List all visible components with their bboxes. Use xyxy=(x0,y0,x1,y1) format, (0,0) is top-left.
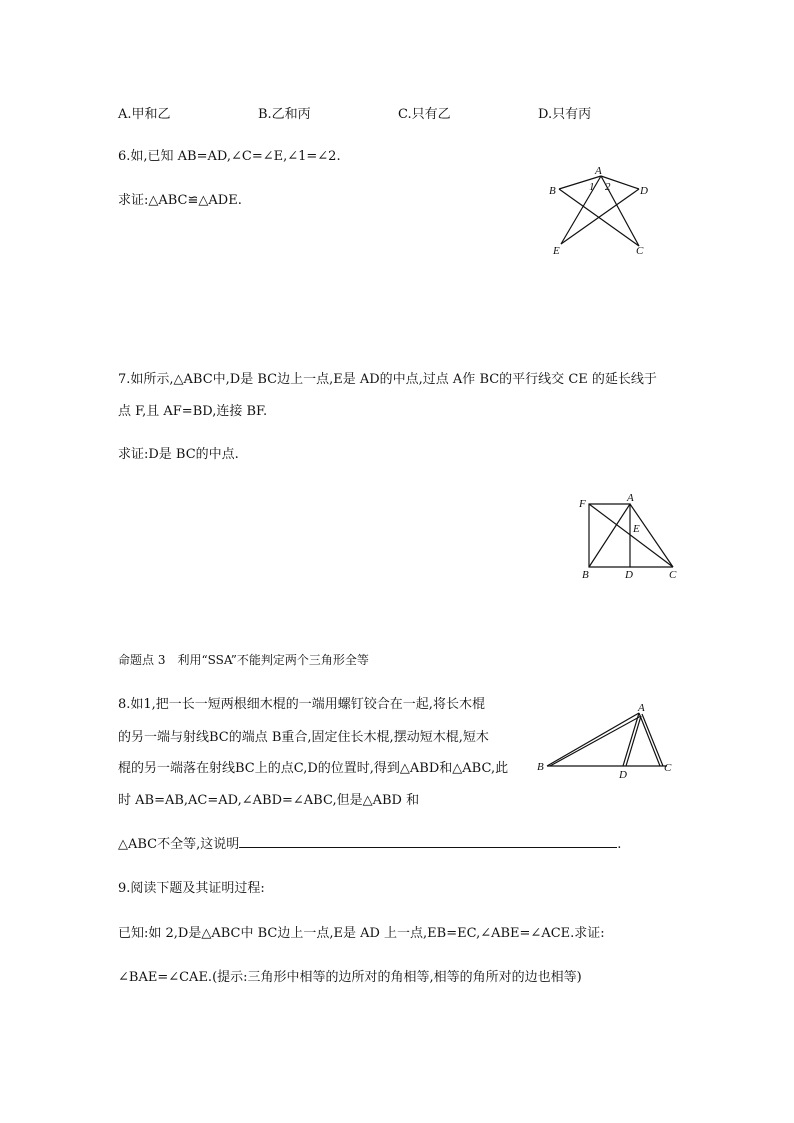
q7-stem-line1: 7.如所示,△ABC中,D是 BC边上一点,E是 AD的中点,过点 A作 BC的平行线交 CE 的延长线于 xyxy=(118,372,657,387)
fig8-label-D: D xyxy=(619,769,627,780)
q9-line2: ∠BAE=∠CAE.(提示:三角形中相等的边所对的角相等,相等的角所对的边也相等) xyxy=(118,970,582,985)
fig8-label-A: A xyxy=(638,702,645,714)
section-heading-3: 命题点 3 利用“SSA”不能判定两个三角形全等 xyxy=(118,653,369,667)
figure-q8 xyxy=(535,700,680,780)
fig8-label-C: C xyxy=(664,762,672,774)
fig7-label-A: A xyxy=(627,492,634,504)
fig6-line-DE xyxy=(561,189,639,244)
option-b: B.乙和丙 xyxy=(258,107,311,122)
fig6-label-C: C xyxy=(636,245,644,257)
fig8-label-B: B xyxy=(537,761,544,773)
fig6-label-D: D xyxy=(640,185,648,197)
q8-line2: 的另一端与射线BC的端点 B重合,固定住长木棍,摆动短木棍,短木 xyxy=(118,730,489,745)
option-d: D.只有丙 xyxy=(538,107,592,122)
fig7-line-FC xyxy=(589,504,673,567)
q8-line5 xyxy=(118,835,621,854)
q8-line4: 时 AB=AB,AC=AD,∠ABD=∠ABC,但是△ABD 和 xyxy=(118,793,420,808)
fig7-line-AC xyxy=(630,504,673,567)
fig7-label-D: D xyxy=(625,569,633,581)
fig7-label-C: C xyxy=(669,569,677,581)
q6-prove: 求证:△ABC≌△ADE. xyxy=(118,193,242,208)
fig6-label-2: 2 xyxy=(605,181,611,193)
fig8-stick-long-2 xyxy=(550,716,641,766)
option-a: A.甲和乙 xyxy=(118,107,171,122)
fig6-label-E: E xyxy=(553,245,560,257)
q8-line3: 棍的另一端落在射线BC上的点C,D的位置时,得到△ABD和△ABC,此 xyxy=(118,761,509,776)
q8-line5-text: △ABC不全等,这说明 xyxy=(118,837,240,852)
q7-stem-line2: 点 F,且 AF=BD,连接 BF. xyxy=(118,404,268,419)
fig7-line-BA xyxy=(589,504,630,567)
fig6-label-A: A xyxy=(595,165,602,177)
fig8-stick-AC-2 xyxy=(642,714,663,766)
q6-stem: 6.如,已知 AB=AD,∠C=∠E,∠1=∠2. xyxy=(118,149,341,164)
fig6-label-B: B xyxy=(549,185,556,197)
fig7-label-E: E xyxy=(633,523,640,535)
fig6-label-1: 1 xyxy=(589,181,595,193)
figure-q6 xyxy=(545,162,655,260)
q9-line1: 已知:如 2,D是△ABC中 BC边上一点,E是 AD 上一点,EB=EC,∠ABE=∠ACE.求证: xyxy=(118,926,605,941)
figure-q7 xyxy=(575,490,687,585)
fig8-stick-AC-1 xyxy=(639,713,660,766)
fig7-label-F: F xyxy=(579,498,586,510)
answer-blank[interactable] xyxy=(239,835,617,848)
q8-line5-end: . xyxy=(617,837,622,852)
option-c: C.只有乙 xyxy=(398,107,451,122)
q8-line1: 8.如1,把一长一短两根细木棍的一端用螺钉铰合在一起,将长木棍 xyxy=(118,697,485,712)
q9-title: 9.阅读下题及其证明过程: xyxy=(118,881,265,896)
fig7-label-B: B xyxy=(582,569,589,581)
q7-prove: 求证:D是 BC的中点. xyxy=(118,447,239,462)
